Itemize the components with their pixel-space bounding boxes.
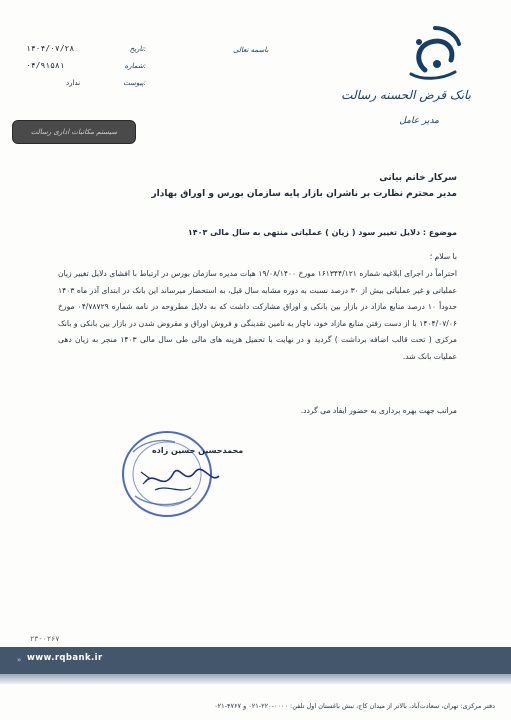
bank-logo — [397, 22, 469, 82]
signature-stamp — [115, 412, 255, 532]
reference-code: ۲۳-۰۲۶۷ — [30, 635, 60, 643]
seal-stamp-icon — [115, 412, 255, 532]
bank-name: بانک قرض الحسنه رسالت — [341, 88, 471, 102]
subject-line: موضوع : دلایل تغییر سود ( زیان ) عملیاتی منتهی به سال مالی ۱۴۰۳ — [187, 228, 457, 237]
number-value: ۰۴/۹۱۵۸۱ — [26, 61, 65, 70]
attachment-row — [26, 74, 146, 91]
date-row — [26, 40, 146, 57]
office-stamp — [12, 120, 136, 144]
attachment-value: ندارد — [66, 78, 81, 87]
number-row — [26, 57, 146, 74]
footer-gradient — [0, 674, 511, 684]
signer-name: محمدحسین حسین زاده — [152, 446, 244, 455]
rqbank-logo-icon — [397, 22, 469, 82]
date-label: تاریخ: — [129, 44, 146, 53]
letter-meta — [26, 40, 146, 91]
stamp-text: سیستم مکاتبات اداری رسالت — [30, 128, 118, 136]
besmellah: باسمه تعالی — [233, 46, 269, 54]
recipient-title: مدیر محترم نظارت بر ناشران بازار پایه سازمان بورس و اوراق بهادار — [151, 189, 457, 199]
date-value: ۱۴۰۴/۰۷/۲۸ — [26, 44, 75, 53]
closing-line: مراتب جهت بهره برداری به حضور ایفاد می گردد. — [300, 406, 457, 415]
number-label: شماره: — [124, 61, 146, 70]
attachment-label: پیوست: — [123, 78, 146, 87]
chevron-right-icon: » — [17, 656, 22, 664]
director-title: مدیر عامل — [399, 116, 439, 126]
recipient-block — [58, 170, 457, 202]
greeting: با سلام ؛ — [429, 252, 457, 261]
office-address: دفتر مرکزی: تهران، سعادت‌آباد، بالاتر از میدان کاج، نبش باغستان اول تلفن: ۰۰۰۰-۲۲۰-۰۲۱ و ۴۷۶۷-۰۲۱ — [214, 702, 495, 710]
recipient-name: سرکار خانم بیانی — [379, 173, 457, 183]
letter-body: احتراماً در اجرای ابلاغیه شماره ۱۶۱۳۴۴/۱۲۱ مورخ ۱۹/۰۸/۱۴۰۰ هیات مدیره سازمان بورس در ارتباط با افشای دلایل تغییر زیان عملیاتی و غیر عملیاتی بیش از ۳۰ درصد نسبت به دوره مشابه سال قبل، به استحضار میرساند این بانک در ابتدای آذر ماه ۱۴۰۳ حدوداً ۱۰ درصد منابع مازاد در بازار بین بانکی و اوراق مشارکت داشت که به دلایل مطروحه در نامه شماره ۰۴/۷۸۷۲۹ مورخ ۱۴۰۴/۰۷/۰۶ با از دست رفتن منابع مازاد خود، ناچار به تامین نقدینگی و فروش اوراق و مقروض شدن در بازار بین بانکی و بانک مرکزی ( تحت قالب اضافه برداشت ) گردید و در نهایت با تحمیل هزینه های مالی طی سال مالی ۱۴۰۳ منجر به زیان دهی عملیات بانک شد. — [58, 269, 458, 361]
website-link[interactable]: www.rqbank.ir — [27, 653, 103, 663]
